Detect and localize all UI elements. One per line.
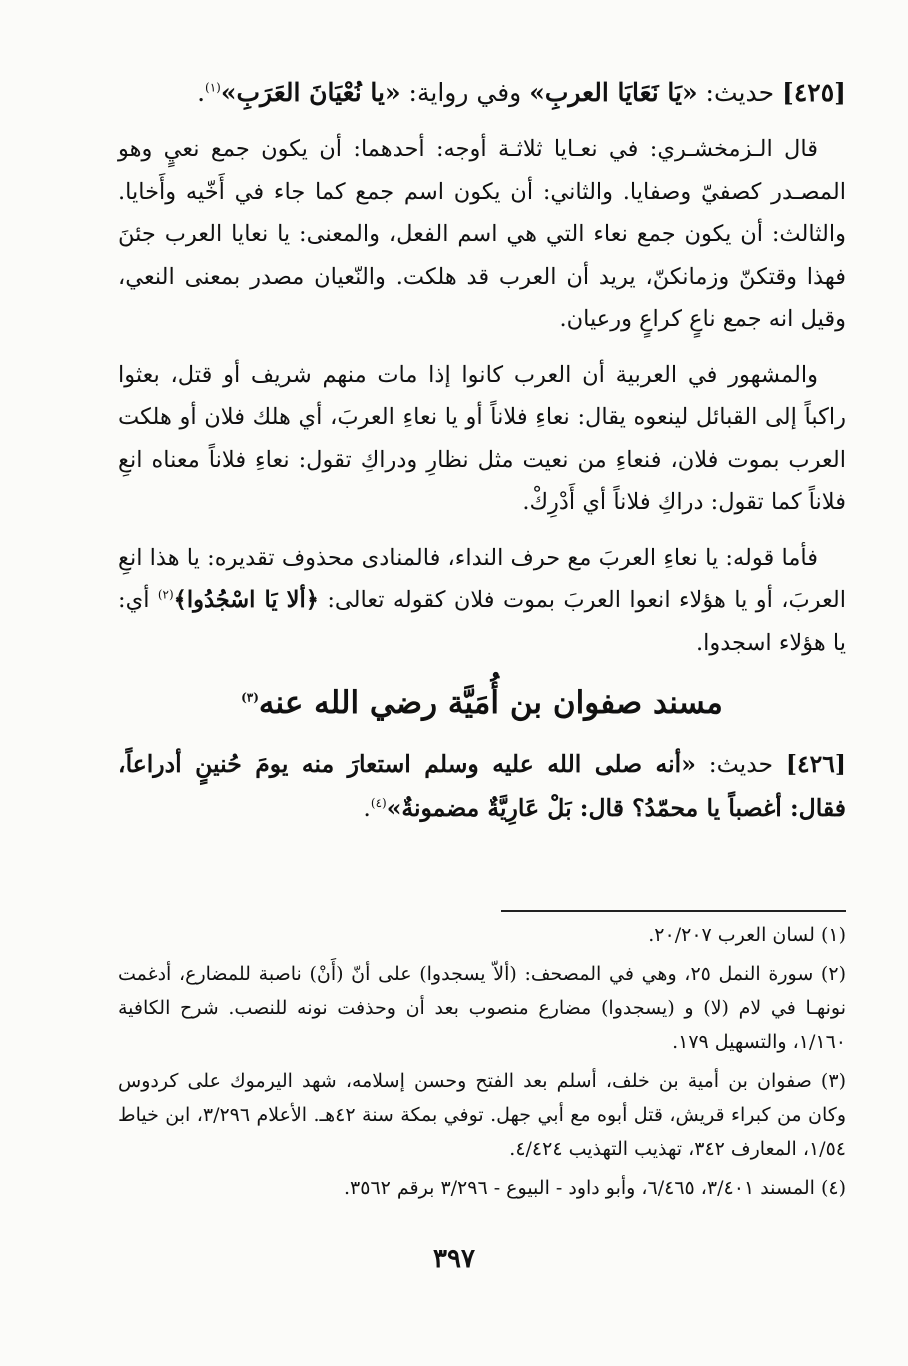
footnote-1: (١) لسان العرب ٢٠/٢٠٧. [648,924,846,946]
hadith-text: «يَا نَعَايَا العربِ» [529,78,698,107]
hadith-number: [٤٢٦] [785,750,846,778]
paragraph-zamakhshari: قال الـزمخشـري: في نعـايا ثلاثـة أوجه: أحدهما: أن يكون جمع نعيٍ وهو المصـدر كصفيّ وصفايا. والثاني: أن يكون اسم جمع كما جاء في أَخّيه وأَخايا. والثالث: أن يكون جمع نعاء التي هي اسم الفعل، والمعنى: يا نعايا العرب جئنَ فهذا وقتكنّ وزمانكنّ، يريد أن العرب قد هلكت. والنّعيان مصدر بمعنى النعي، وقيل انه جمع ناعٍ كراعٍ ورعيان. [118,136,846,332]
hadith-number: [٤٢٥] [782,78,846,107]
paragraph-text: فأما قوله: يا نعاءِ العربَ مع حرف النداء، فالمنادى محذوف تقديره: يا هذا انعِ العربَ، أو يا هؤلاء انعوا العربَ بموت فلان كقوله تعالى: [118,544,847,613]
hadith-425 [118,70,846,116]
footnote-ref: (٤) [370,796,387,811]
sentence-end: . [197,78,206,107]
paragraph-qawluhu [118,537,846,665]
section-title [118,678,846,728]
paragraph-mashhur: والمشهور في العربية أن العرب كانوا إذا مات منهم شريف أو قتل، بعثوا راكباً إلى القبائل لينعوه يقال: نعاءِ فلاناً أو يا نعاءِ العربَ، أي هلك فلان أو هلكت العرب بموت فلان، فنعاءِ من نعيت مثل نظارِ ودراكِ تقول: نعاءِ فلاناً معناه انعِ فلاناً كما تقول: دراكِ فلاناً أي أَدْرِكْ. [118,361,846,515]
footnote-4: (٤) المسند ٣/٤٠١، ٦/٤٦٥، وأبو داود - البيوع - ٣/٢٩٦ برقم ٣٥٦٢. [343,1177,846,1199]
footnote-ref: (٣) [241,690,259,705]
riwaya-intro: وفي رواية: [408,78,522,107]
footnote-ref: (٢) [157,587,174,602]
footnote-separator [501,910,846,912]
paragraph-text: أي: يا هؤلاء اسجدوا. [118,587,846,656]
section-title-text: مسند صفوان بن أُمَيَّة رضي الله عنه [258,685,723,721]
page-number: ٣٩٧ [433,1244,475,1274]
sentence-end: . [363,794,371,822]
footnote-ref: (١) [205,80,221,95]
quran-quote: ﴿ألا يَا اسْجُدُوا﴾ [173,587,319,613]
hadith-text: «أنه صلى الله عليه وسلم استعارَ منه يومَ حُنينٍ أدراعاً، فقال: أغصباً يا محمّدُ؟ قال: بَلْ عَارِيَّةٌ مضمونةٌ» [118,750,846,822]
footnotes [118,910,846,1210]
riwaya-text: «يا نُعْيَانَ العَرَبِ» [220,78,401,107]
hadith-intro: حديث: [705,78,775,107]
hadith-intro: حديث: [708,750,774,778]
footnote-3: (٣) صفوان بن أمية بن خلف، أسلم بعد الفتح وحسن إسلامه، شهد اليرموك على كردوس وكان من كبراء قريش، قتل أبوه مع أبي جهل. توفي بمكة سنة ٤٢هـ. الأعلام ٣/٢٩٦، ابن خياط ١/٥٤، المعارف ٣٤٢، تهذيب التهذيب ٤/٤٢٤. [118,1070,846,1160]
footnote-2: (٢) سورة النمل ٢٥، وهي في المصحف: (ألاّ يسجدوا) على أنّ (أَنْ) ناصبة للمضارع، أدغمت نونهـا في لام (لا) و (يسجدوا) مضارع منصوب بعد أن وحذفت نونه للنصب. شرح الكافية ١/١٦٠، والتسهيل ١٧٩. [118,963,846,1053]
hadith-426 [118,742,846,830]
